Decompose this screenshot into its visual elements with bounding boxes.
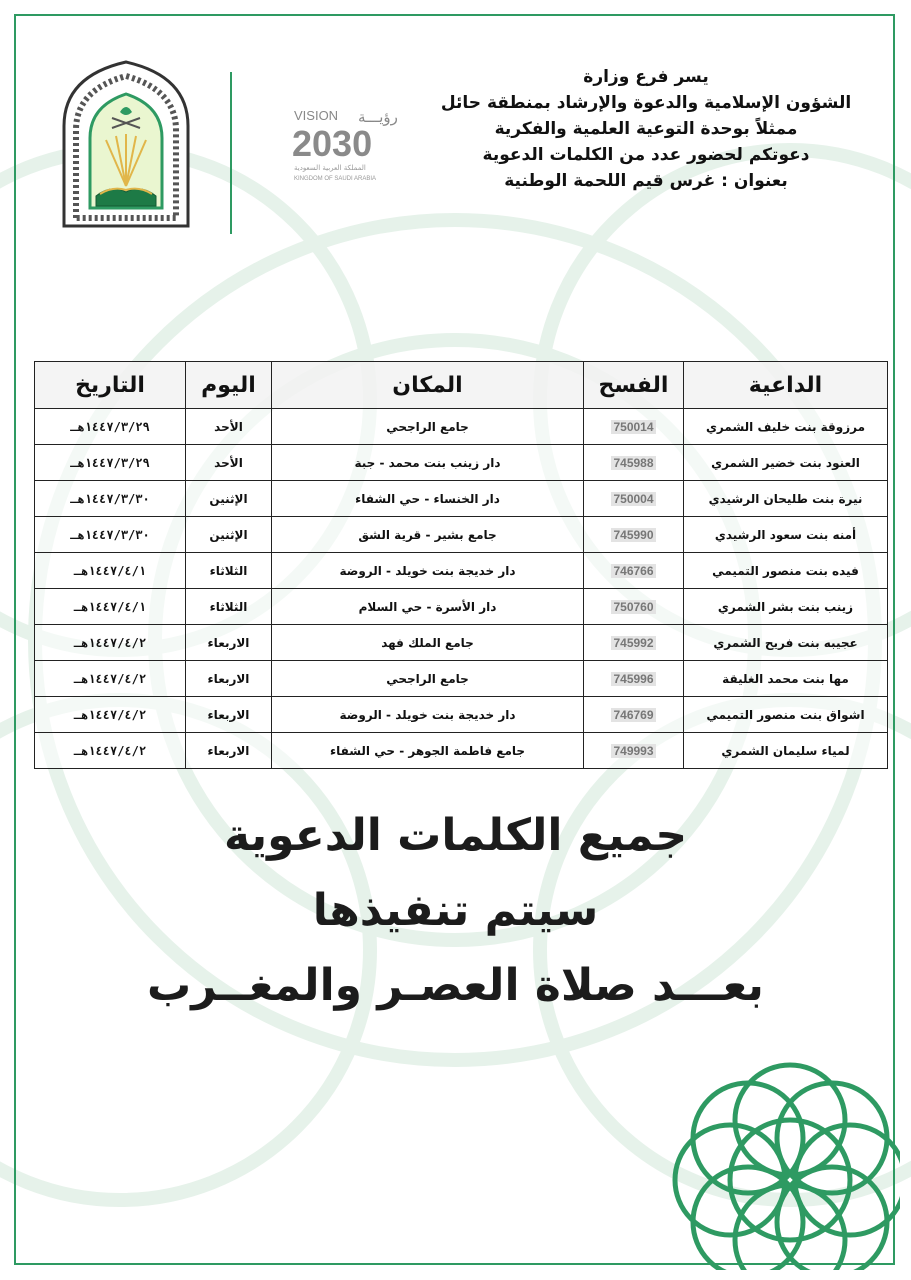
- header-date: التاريخ: [35, 362, 186, 409]
- permit-number: 746766: [613, 563, 654, 578]
- cell-permit: [584, 409, 684, 445]
- cell-day: الإثنين: [186, 517, 272, 553]
- header-line-1: يسر فرع وزارة: [583, 67, 709, 87]
- table-row: [35, 445, 888, 481]
- cell-preacher: لمياء سليمان الشمري: [684, 733, 888, 769]
- cell-preacher: أمنه بنت سعود الرشيدي: [684, 517, 888, 553]
- cell-date: ١٤٤٧/٤/١هـ: [35, 589, 186, 625]
- cell-place: دار خديجة بنت خويلد - الروضة: [272, 697, 584, 733]
- lectures-schedule-table: [34, 361, 888, 769]
- vision-arabic: رؤيـــة: [358, 108, 398, 126]
- cell-preacher: نيرة بنت طليحان الرشيدي: [684, 481, 888, 517]
- cell-preacher: مرزوقة بنت خليف الشمري: [684, 409, 888, 445]
- cell-date: ١٤٤٧/٣/٣٠هـ: [35, 481, 186, 517]
- header-day: اليوم: [186, 362, 272, 409]
- table-row: [35, 625, 888, 661]
- cell-permit: [584, 697, 684, 733]
- header-line-3: ممثلاً بوحدة التوعية العلمية والفكرية: [494, 119, 798, 139]
- table-row: [35, 481, 888, 517]
- cell-permit: [584, 481, 684, 517]
- header-permit: الفسح: [584, 362, 684, 409]
- header-line-5: بعنوان : غرس قيم اللحمة الوطنية: [504, 171, 788, 191]
- cell-preacher: اشواق بنت منصور التميمي: [684, 697, 888, 733]
- table-row: [35, 553, 888, 589]
- table-row: [35, 409, 888, 445]
- cell-place: دار الأسرة - حي السلام: [272, 589, 584, 625]
- cell-date: ١٤٤٧/٣/٣٠هـ: [35, 517, 186, 553]
- ministry-emblem: [56, 56, 196, 232]
- cell-day: الاربعاء: [186, 733, 272, 769]
- cell-permit: [584, 445, 684, 481]
- cell-preacher: العنود بنت خضير الشمري: [684, 445, 888, 481]
- cell-preacher: مها بنت محمد الغليقة: [684, 661, 888, 697]
- vision-kingdom-en: KINGDOM OF SAUDI ARABIA: [294, 176, 377, 182]
- permit-number: 750004: [613, 491, 654, 506]
- cell-permit: [584, 517, 684, 553]
- permit-number: 745996: [613, 671, 654, 686]
- cell-permit: [584, 589, 684, 625]
- cell-permit: [584, 553, 684, 589]
- cell-preacher: عجيبه بنت فريح الشمري: [684, 625, 888, 661]
- header-line-4: دعوتكم لحضور عدد من الكلمات الدعوية: [482, 145, 810, 165]
- cell-place: جامع الملك فهد: [272, 625, 584, 661]
- vision-year: 2030: [292, 123, 373, 164]
- cell-place: جامع الراجحي: [272, 409, 584, 445]
- cell-place: دار الخنساء - حي الشفاء: [272, 481, 584, 517]
- table-row: [35, 589, 888, 625]
- cell-permit: [584, 733, 684, 769]
- vision-word: VISION: [294, 108, 339, 123]
- permit-number: 749993: [613, 743, 654, 758]
- cell-date: ١٤٤٧/٤/١هـ: [35, 553, 186, 589]
- cell-day: الأحد: [186, 445, 272, 481]
- permit-number: 745990: [613, 527, 654, 542]
- header-divider: [230, 72, 232, 234]
- cell-date: ١٤٤٧/٤/٢هـ: [35, 661, 186, 697]
- table-row: [35, 697, 888, 733]
- table-row: [35, 517, 888, 553]
- cell-preacher: فيده بنت منصور التميمي: [684, 553, 888, 589]
- cell-date: ١٤٤٧/٤/٢هـ: [35, 697, 186, 733]
- cell-day: الاربعاء: [186, 625, 272, 661]
- cell-day: الاربعاء: [186, 661, 272, 697]
- cell-date: ١٤٤٧/٤/٢هـ: [35, 733, 186, 769]
- cell-permit: [584, 661, 684, 697]
- cell-day: الأحد: [186, 409, 272, 445]
- cell-place: دار زينب بنت محمد - جبة: [272, 445, 584, 481]
- corner-ornament: [640, 1030, 900, 1270]
- cell-day: الإثنين: [186, 481, 272, 517]
- header-line-2: الشؤون الإسلامية والدعوة والإرشاد بمنطقة حائل: [440, 93, 852, 113]
- footer-line-1: جميع الكلمات الدعوية: [223, 810, 688, 861]
- footer-line-3: بعـــد صلاة العصـر والمغــرب: [147, 960, 764, 1011]
- header-place: المكان: [272, 362, 584, 409]
- vision-kingdom-ar: المملكة العربية السعودية: [294, 164, 366, 172]
- permit-number: 745992: [613, 635, 654, 650]
- cell-place: جامع الراجحي: [272, 661, 584, 697]
- permit-number: 746769: [613, 707, 654, 722]
- cell-day: الاربعاء: [186, 697, 272, 733]
- table-row: [35, 661, 888, 697]
- header-preacher: الداعية: [684, 362, 888, 409]
- cell-place: جامع فاطمة الجوهر - حي الشفاء: [272, 733, 584, 769]
- permit-number: 745988: [613, 455, 654, 470]
- vision-2030-logo: [290, 104, 410, 184]
- cell-date: ١٤٤٧/٣/٢٩هـ: [35, 409, 186, 445]
- table-row: [35, 733, 888, 769]
- cell-permit: [584, 625, 684, 661]
- cell-day: الثلاثاء: [186, 589, 272, 625]
- table-header-row: [35, 362, 888, 409]
- cell-place: جامع بشير - قرية الشق: [272, 517, 584, 553]
- cell-preacher: زينب بنت بشر الشمري: [684, 589, 888, 625]
- cell-date: ١٤٤٧/٤/٢هـ: [35, 625, 186, 661]
- announcement-header: [411, 64, 881, 194]
- cell-day: الثلاثاء: [186, 553, 272, 589]
- cell-date: ١٤٤٧/٣/٢٩هـ: [35, 445, 186, 481]
- cell-place: دار خديجة بنت خويلد - الروضة: [272, 553, 584, 589]
- permit-number: 750014: [613, 419, 654, 434]
- permit-number: 750760: [613, 599, 654, 614]
- footer-line-2: سيتم تنفيذها: [312, 885, 599, 936]
